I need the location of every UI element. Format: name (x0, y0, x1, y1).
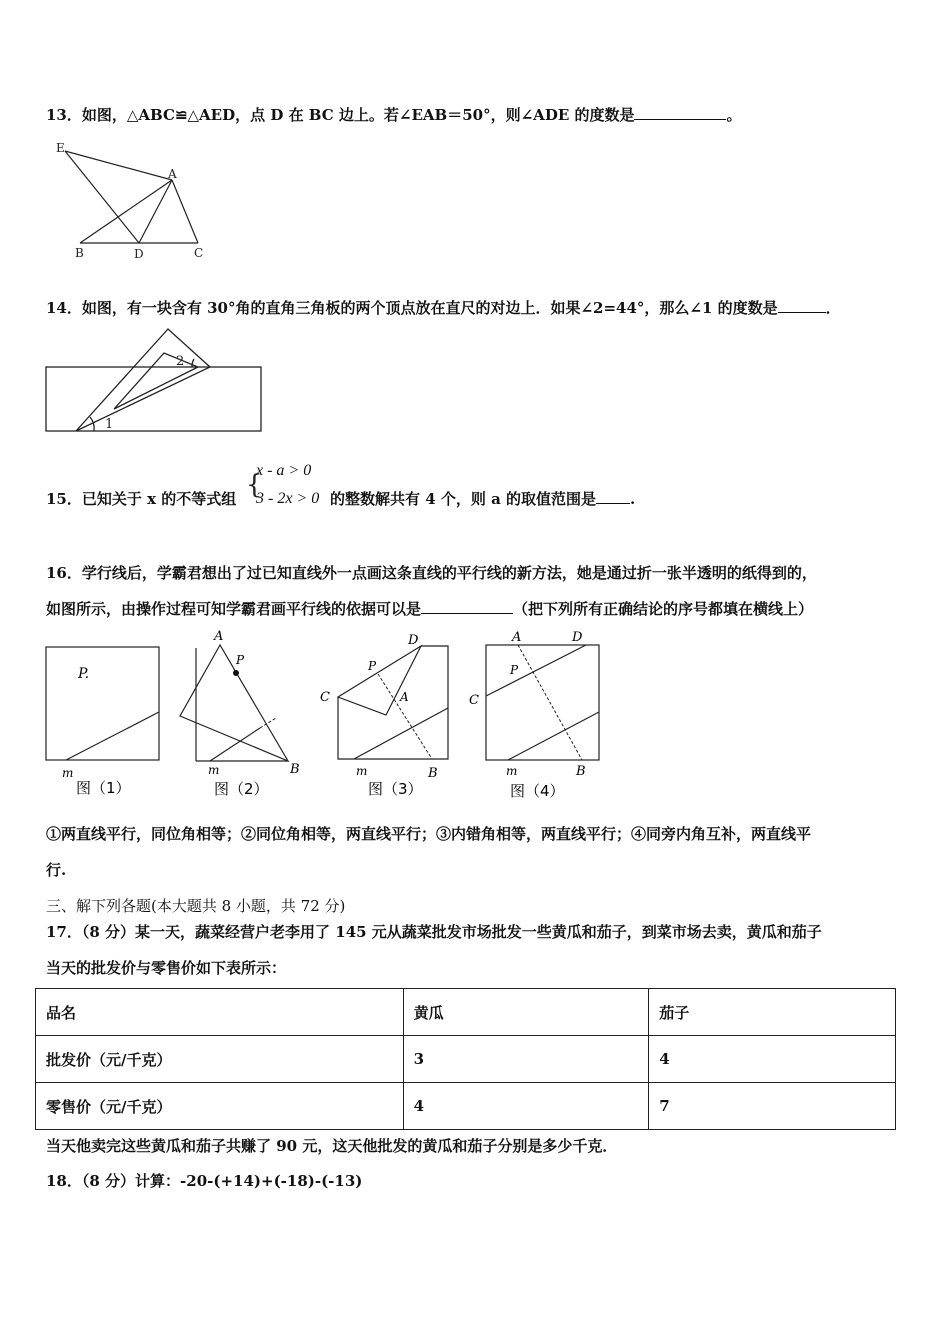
fig3-line-m (354, 708, 448, 759)
table-header-cell: 品名 (36, 989, 404, 1036)
q17-number: 17． (46, 923, 82, 941)
fig2-line-m (210, 728, 260, 761)
q13-figure (50, 138, 220, 263)
q15-end: . (630, 490, 636, 508)
fig4-label-b: B (576, 764, 586, 779)
q16-statement-1: 学行线后，学霸君想出了过已知直线外一点画这条直线的平行线的新方法，她是通过折一张半透明的纸得到的， (81, 564, 817, 582)
fig3-label-d: D (408, 633, 419, 648)
fig1-label-m: m (62, 766, 74, 780)
q18-text (46, 1170, 362, 1191)
q14-text (46, 297, 841, 318)
fig4-line-cd (486, 645, 586, 696)
table-cell: 7 (649, 1083, 896, 1130)
price-table (35, 988, 896, 1130)
q18-number: 18． (46, 1172, 82, 1190)
table-row (36, 1083, 896, 1130)
q16-figure-1 (40, 640, 170, 805)
q13-seg-ed (65, 151, 139, 243)
q13-seg-ac (172, 180, 198, 243)
fig3-fold-line (378, 674, 432, 759)
fig3-label-a: A (400, 690, 409, 704)
q13-seg-ea (65, 151, 172, 180)
q17-line2: 当天的批发价与零售价如下表所示： (46, 959, 287, 977)
q15-ineq2: 3 - 2x > 0 (256, 490, 320, 507)
q13-statement: 如图，△ABC≌△AED，点 D 在 BC 边上。若∠EAB＝50°，则∠ADE 的度数是 (81, 106, 635, 124)
q16-figure-4 (466, 626, 606, 806)
q17-statement-1: （8 分）某一天，蔬菜经营户老李用了 145 元从蔬菜批发市场批发一些黄瓜和茄子，到菜市场去卖，黄瓜和茄子 (81, 923, 822, 941)
table-cell: 批发价（元/千克） (36, 1036, 404, 1083)
fig4-label-c: C (469, 693, 479, 708)
q18-statement: （8 分）计算：-20-(+14)+(-18)-(-13) (81, 1172, 363, 1190)
fig3-label-m: m (356, 764, 368, 778)
q15-statement-a: 已知关于 x 的不等式组 (81, 490, 237, 508)
fig4-label-m: m (506, 764, 518, 778)
fig3-caption: 图（3） (368, 780, 423, 798)
q13-seg-ad (139, 180, 172, 243)
q13-seg-ab (80, 180, 172, 243)
q14-label-1: 1 (105, 417, 114, 432)
fig4-line-m (508, 712, 599, 760)
fig4-label-a: A (512, 630, 522, 645)
fig2-label-a: A (214, 629, 224, 644)
fig2-caption: 图（2） (214, 780, 269, 798)
table-cell: 4 (403, 1083, 649, 1130)
fig1-paper (46, 647, 159, 760)
q16-options-line1: ①两直线平行，同位角相等；②同位角相等，两直线平行；③内错角相等，两直线平行；④同旁内角互补，两直线平 (46, 825, 812, 843)
q14-ruler (46, 367, 261, 431)
q15-number: 15． (46, 490, 82, 508)
q16-figure-2 (172, 628, 312, 806)
table-header-row (36, 989, 896, 1036)
table-header-cell: 黄瓜 (403, 989, 649, 1036)
q13-number: 13． (46, 106, 82, 124)
q14-number: 14． (46, 299, 82, 317)
q16-answer-blank (421, 599, 513, 614)
q16-figure-3 (316, 628, 456, 804)
q13-label-d: D (134, 247, 144, 261)
q13-label-e: E (56, 141, 65, 155)
q15-statement-b: 的整数解共有 4 个，则 a 的取值范围是 (330, 490, 597, 508)
q15-brace: { (246, 470, 263, 500)
fig3-label-c: C (320, 690, 330, 705)
table-row (36, 1036, 896, 1083)
q14-answer-blank (778, 298, 826, 313)
q13-label-b: B (75, 246, 84, 260)
q16-line1 (46, 562, 817, 583)
fig4-caption: 图（4） (510, 782, 565, 800)
fig3-label-p: P (368, 659, 377, 673)
fig2-label-m: m (208, 763, 220, 777)
q16-statement-3: （把下列所有正确结论的序号都填在横线上） (513, 600, 814, 618)
q13-label-a: A (168, 167, 177, 181)
q15-text-before (46, 488, 236, 509)
q14-statement: 如图，有一块含有 30°角的直角三角板的两个顶点放在直尺的对边上．如果∠2=44°，那么∠1 的度数是 (81, 299, 778, 317)
fig3-folded-flap (338, 646, 421, 715)
q16-number: 16． (46, 564, 82, 582)
fig1-caption: 图（1） (76, 779, 131, 797)
q17-line1 (46, 921, 822, 942)
table-cell: 4 (649, 1036, 896, 1083)
q13-text (46, 104, 742, 125)
table-cell: 3 (403, 1036, 649, 1083)
q15-text-after (330, 488, 635, 509)
q14-label-2: 2 (176, 354, 185, 369)
section3-title: 三、解下列各题(本大题共 8 小题，共 72 分) (46, 897, 346, 915)
table-header-cell: 茄子 (649, 989, 896, 1036)
q14-triangle-inner (114, 353, 198, 409)
q13-label-c: C (194, 246, 204, 260)
q14-triangle-outer (76, 329, 210, 431)
q16-options-line2: 行. (46, 861, 67, 879)
q15-answer-blank (596, 489, 630, 504)
q14-end: ． (825, 299, 841, 317)
fig4-label-p: P (510, 663, 519, 677)
fig4-label-d: D (572, 630, 583, 645)
q16-statement-2: 如图所示，由操作过程可知学霸君画平行线的依据可以是 (46, 600, 422, 618)
q14-figure (44, 325, 266, 435)
q13-answer-blank (634, 105, 726, 120)
q13-end: 。 (726, 106, 742, 124)
table-cell: 零售价（元/千克） (36, 1083, 404, 1130)
q15-ineq1: x - a > 0 (256, 462, 312, 479)
q17-after: 当天他卖完这些黄瓜和茄子共赚了 90 元，这天他批发的黄瓜和茄子分别是多少千克． (46, 1137, 618, 1155)
fig4-fold-line (518, 645, 582, 760)
fig3-label-b: B (428, 766, 438, 781)
fig1-line-m (66, 712, 159, 760)
fig2-point-p (233, 670, 239, 676)
q16-line2 (46, 598, 813, 619)
fig4-paper (486, 645, 599, 760)
fig2-label-p: P (236, 653, 245, 667)
fig2-label-b: B (290, 762, 300, 777)
fig1-label-p: P. (78, 666, 90, 682)
